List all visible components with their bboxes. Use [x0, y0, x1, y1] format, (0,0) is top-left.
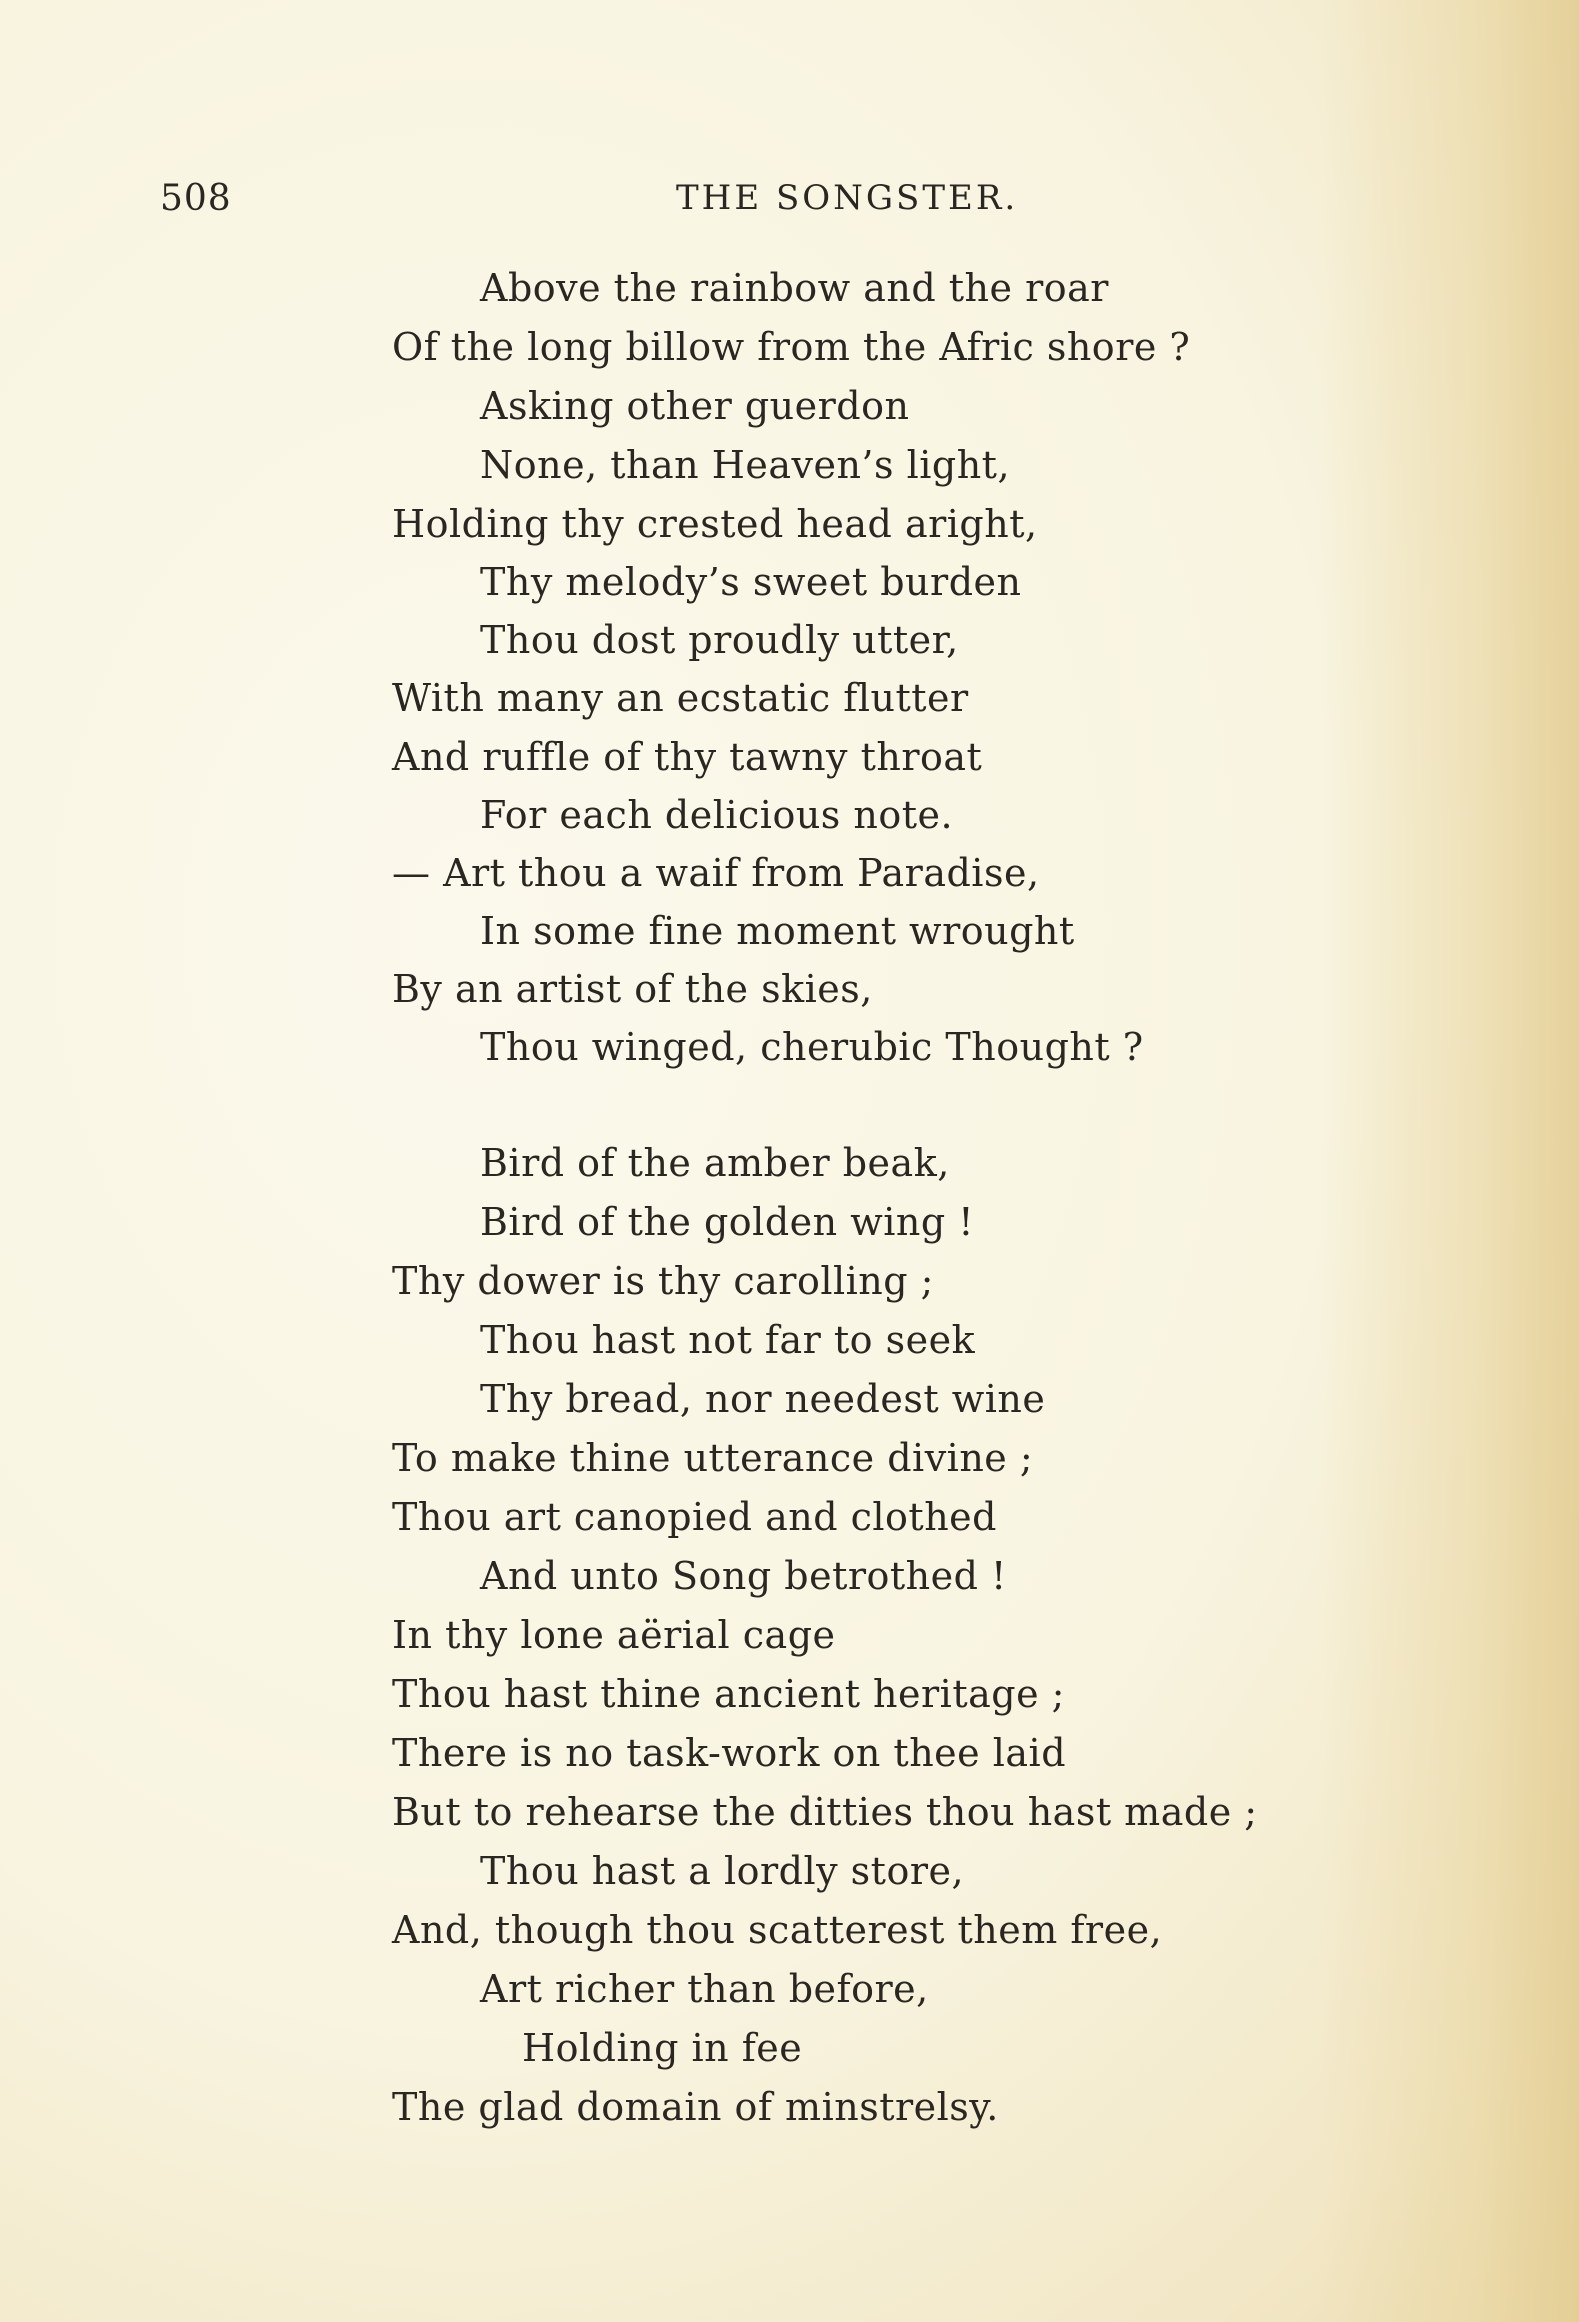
- poem-line: Thou winged, cherubic Thought ?: [480, 1025, 1144, 1069]
- poem-line: None, than Heaven’s light,: [480, 443, 1011, 487]
- poem-line: With many an ecstatic flutter: [392, 676, 969, 720]
- poem-line: And unto Song betrothed !: [480, 1554, 1007, 1598]
- poem-line: Thy melody’s sweet burden: [480, 560, 1022, 604]
- poem-line: Thou hast not far to seek: [480, 1318, 976, 1362]
- poem-line: Thy bread, nor needest wine: [480, 1377, 1046, 1421]
- poem-line: And, though thou scatterest them free,: [392, 1908, 1163, 1952]
- poem-line: In some fine moment wrought: [480, 909, 1075, 953]
- running-head: THE SONGSTER.: [676, 178, 1019, 218]
- poem-line: By an artist of the skies,: [392, 967, 873, 1011]
- poem-line: Holding thy crested head aright,: [392, 502, 1038, 546]
- poem-line: Bird of the golden wing !: [480, 1200, 975, 1244]
- poem-line: Thy dower is thy carolling ;: [392, 1259, 934, 1303]
- poem-line: Bird of the amber beak,: [480, 1141, 950, 1185]
- poem-line: Thou art canopied and clothed: [392, 1495, 997, 1539]
- poem-line: To make thine utterance divine ;: [392, 1436, 1034, 1480]
- page-number: 508: [160, 178, 232, 219]
- poem-line: Thou hast a lordly store,: [480, 1849, 965, 1893]
- poem-line: Asking other guerdon: [480, 384, 910, 428]
- poem-line: Above the rainbow and the roar: [480, 266, 1109, 310]
- poem-line: Art richer than before,: [480, 1967, 929, 2011]
- poem-line: The glad domain of minstrelsy.: [392, 2085, 999, 2129]
- poem-line: And ruffle of thy tawny throat: [392, 735, 983, 779]
- poem-line: For each delicious note.: [480, 793, 954, 837]
- poem-line: But to rehearse the ditties thou hast made ;: [392, 1790, 1258, 1834]
- poem-line: In thy lone aërial cage: [392, 1613, 836, 1657]
- poem-line: There is no task-work on thee laid: [392, 1731, 1067, 1775]
- poem-line: Holding in fee: [522, 2026, 803, 2070]
- poem-line: Of the long billow from the Afric shore ?: [392, 325, 1191, 369]
- poem-line: — Art thou a waif from Paradise,: [392, 851, 1040, 895]
- poem-line: Thou dost proudly utter,: [480, 618, 959, 662]
- poem-line: Thou hast thine ancient heritage ;: [392, 1672, 1065, 1716]
